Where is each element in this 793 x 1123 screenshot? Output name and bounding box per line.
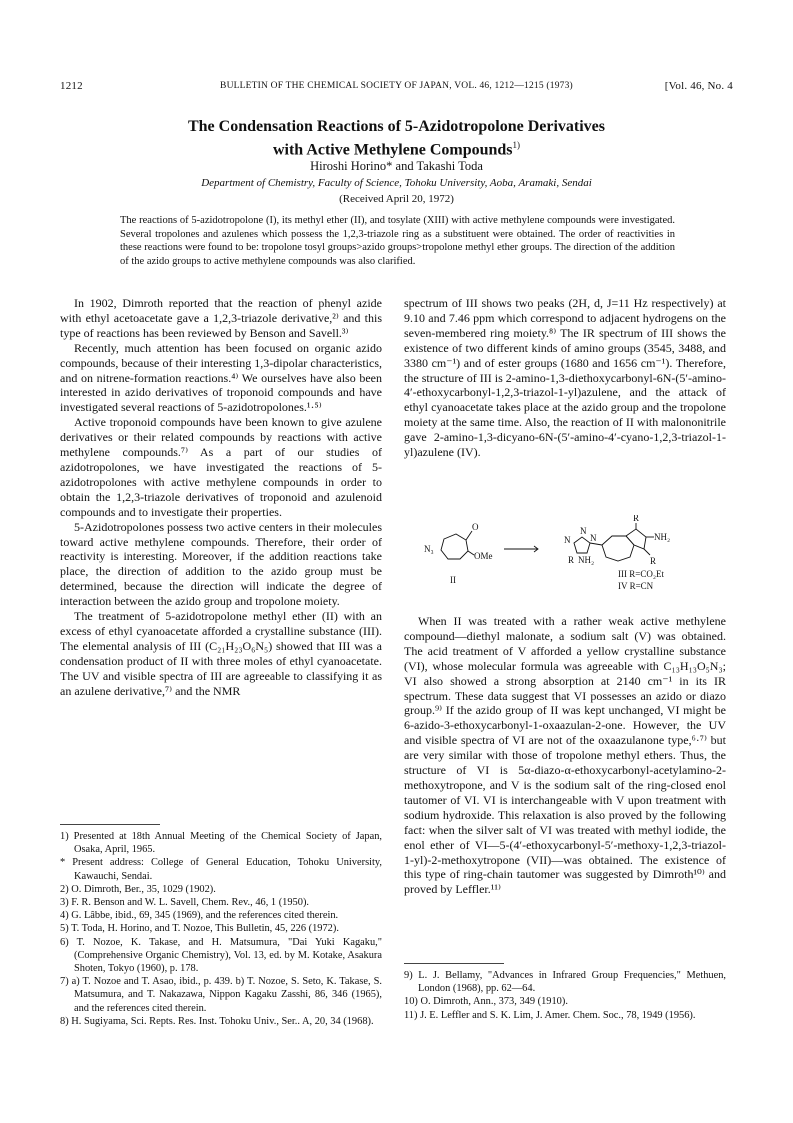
received-date: (Received April 20, 1972) <box>339 193 454 205</box>
body-paragraph: In 1902, Dimroth reported that the reaction of phenyl azide with ethyl acetoacetate gave a 1,2,3-triazole derivative,²⁾ and this type of reactions has been reviewed by Benson and Savell.³⁾ <box>60 296 382 340</box>
footnote: 1) Presented at 18th Annual Meeting of the Chemical Society of Japan, Osaka, April, 1965. <box>60 831 382 856</box>
page-number: 1212 <box>60 80 83 92</box>
right-footnotes <box>404 969 726 1022</box>
footnote: 4) G. Lâbbe, ibid., 69, 345 (1969), and the references cited therein. <box>60 910 339 922</box>
body-paragraph: When II was treated with a rather weak active methylene compound—diethyl malonate, a sodium salt (V) was obtained. The acid treatment of V afforded a yellow crystalline substance (VI), whose molecular formula was agreeable with C₁₃H₁₃O₅N₃; VI also showed a strong absorption at 2140 cm⁻¹ in its IR spectrum. These data suggest that VI possesses an azido or diazo group.⁹⁾ If the azido group of II was kept unchanged, VI might be 6-azido-3-ethoxycarbonyl-1-oxaazulan-2-one. However, the UV and visible spectra of VI are not of the oxaazulanone type,⁶·⁷⁾ but are very similar with those of tropolone methyl ethers. Thus, the structure of VI is 5α-diazo-α-ethoxycarbonyl-acetylamino-2-methoxytropone, and V is the sodium salt of the ring-closed enol tautomer of VI. VI is interchangeable with V upon treatment with sodium hydroxide. This relaxation is also proved by the following fact: when the silver salt of VI was treated with methyl iodide, the enol ether of VI—5-(4′-ethoxycarbonyl-5′-methoxy-1,2,3-triazol-1-yl)-2-methoxytropone (VII)—was obtained. The existence of this type of ring-chain tautomer was suggested by Dimroth¹⁰⁾ and proved by Leffler.¹¹⁾ <box>404 614 726 897</box>
paper-title <box>60 117 733 159</box>
footnote: 9) L. J. Bellamy, "Advances in Infrared Group Frequencies," Methuen, London (1968), pp. 62—64. <box>404 970 726 995</box>
title-footnote-mark: 1) <box>512 140 521 150</box>
triazole-n-label: N <box>590 533 597 543</box>
oxo-label: O <box>472 522 479 532</box>
left-column <box>60 296 382 698</box>
triazole-link-bond <box>590 543 602 545</box>
right-column-bottom <box>404 614 726 897</box>
body-paragraph: Recently, much attention has been focused on organic azido compounds, because of their interesting 1,3-dipolar characteristics, and on nitrene-formation reactions.⁴⁾ We ourselves have also been interested in azido derivatives of troponoid compounds and have investigated several reactions of 5-azidotropolones.¹·⁵⁾ <box>60 340 382 415</box>
authors: Hiroshi Horino* and Takashi Toda <box>310 159 483 173</box>
left-footnotes <box>60 830 382 1028</box>
affiliation: Department of Chemistry, Faculty of Science, Tohoku University, Aoba, Aramaki, Sendai <box>201 177 592 189</box>
azido-label: N₃ <box>424 544 434 554</box>
footnote-rule-right <box>404 963 504 964</box>
footnote: 5) T. Toda, H. Horino, and T. Nozoe, This Bulletin, 45, 226 (1972). <box>60 923 339 935</box>
methoxy-label: OMe <box>474 551 493 561</box>
footnote: 10) O. Dimroth, Ann., 373, 349 (1910). <box>404 996 568 1008</box>
volume-issue: [Vol. 46, No. 4 <box>664 80 733 92</box>
body-paragraph: The treatment of 5-azidotropolone methyl ether (II) with an excess of ethyl cyanoacetate afforded a crystalline substance (III). The elemental analysis of III (C₂₁H₂₃O₆N₅) showed that III was a condensation product of II with three moles of ethyl cyanoacetate. The UV and visible spectra of III are agreeable to classifying it as an azulene derivative,⁷⁾ and the NMR <box>60 609 382 698</box>
footnote: 2) O. Dimroth, Ber., 35, 1029 (1902). <box>60 883 216 895</box>
r-bond-bottom <box>644 549 650 555</box>
right-column-top <box>404 296 726 460</box>
footnote: 3) F. R. Benson and W. L. Savell, Chem. Rev., 46, 1 (1950). <box>60 897 310 909</box>
footnote: 6) T. Nozoe, K. Takase, and H. Matsumura, "Dai Yuki Kagaku," (Comprehensive Organic Chemistry), Vol. 13, ed. by M. Kotake, Asakura Shoten, Tokyo (1960), p. 178. <box>60 936 382 975</box>
tropone-ring <box>441 534 468 559</box>
reaction-scheme <box>404 515 726 605</box>
triazole-ring <box>574 537 590 553</box>
triazole-n-label: N <box>580 526 587 536</box>
r-label-triazole: R <box>568 555 575 565</box>
r-label-top: R <box>633 515 640 523</box>
journal-citation: BULLETIN OF THE CHEMICAL SOCIETY OF JAPAN, VOL. 46, 1212—1215 (1973) <box>220 81 573 91</box>
body-paragraph: Active troponoid compounds have been known to give azulene derivatives or their related compounds by reactions with active methylene compounds.⁷⁾ As a part of our studies of azidotropolones, we have investigated the reactions of 5-azidotropolones with active methylene compounds in order to obtain the 1,2,3-triazole derivatives of troponoid and azulenoid compounds and to investigate their properties. <box>60 415 382 519</box>
compound-iv-label: IV R=CN <box>618 581 654 591</box>
carbonyl-bond <box>466 531 472 540</box>
azulene-five-ring <box>626 529 646 549</box>
r-label-bottom: R <box>650 556 657 566</box>
compound-ii-label: II <box>450 575 456 585</box>
title-line-1: The Condensation Reactions of 5-Azidotropolone Derivatives <box>187 118 606 135</box>
footnote: 11) J. E. Leffler and S. K. Lim, J. Amer. Chem. Soc., 78, 1949 (1956). <box>404 1009 696 1021</box>
triazole-n-label: N <box>564 535 571 545</box>
title-line-2: with Active Methylene Compounds <box>272 141 513 159</box>
compound-iii-label: III R=CO₂Et <box>618 569 664 579</box>
footnote: 8) H. Sugiyama, Sci. Repts. Res. Inst. Tohoku Univ., Ser.. A, 20, 34 (1968). <box>60 1015 374 1027</box>
footnote-rule-left <box>60 824 160 825</box>
abstract: The reactions of 5-azidotropolone (I), its methyl ether (II), and tosylate (XIII) with active methylene compounds were investigated. Several tropolones and azulenes which possess the 1,2,3-triazole ring as a substituent were obtained. The order of reactivities in these reactions were found to be: tropolone tosyl groups>azido groups>tropolone methyl ether groups. The direction of the addition of the azido groups to active methylene compounds was also clarified. <box>120 215 675 267</box>
footnote: 7) a) T. Nozoe and T. Asao, ibid., p. 439. b) T. Nozoe, S. Seto, K. Takase, S. Matsumura, and T. Nakazawa, Nippon Kagaku Zasshi, 86, 346 (1965), and the references cited therein. <box>60 976 382 1014</box>
body-paragraph: spectrum of III shows two peaks (2H, d, J=11 Hz respectively) at 9.10 and 7.46 ppm which correspond to adjacent hydrogens on the seven-membered ring moiety.⁸⁾ The IR spectrum of III shows the existence of two different kinds of amino groups (3545, 3488, and 3380 cm⁻¹) and of ester groups (1680 and 1656 cm⁻¹). Therefore, the structure of III is 2-amino-1,3-diethoxycarbonyl-6N-(5′-amino-4′-ethoxycarbonyl-1,2,3-triazol-1-yl)azulene, and the attack of ethyl cyanoacetate takes place at the azido group and the tropolone moiety at the same time. Also, the reaction of II with malononitrile gave 2-amino-1,3-dicyano-6N-(5′-amino-4′-cyano-1,2,3-triazol-1-yl)azulene (IV). <box>404 296 726 460</box>
amino-label-azulene: NH₂ <box>654 532 671 542</box>
body-paragraph: 5-Azidotropolones possess two active centers in their molecules toward active methylene compounds. Therefore, their order of reactivity is interesting. Moreover, if the addition reactions take place, the direction of addition to the azido group must be determined, because the direction will indicate the degree of interaction between the azido group and tropolone moiety. <box>60 519 382 609</box>
amino-label-triazole: NH₂ <box>578 555 595 565</box>
running-header <box>60 80 733 94</box>
footnote: * Present address: College of General Education, Tohoku University, Kawauchi, Sendai. <box>60 857 382 882</box>
